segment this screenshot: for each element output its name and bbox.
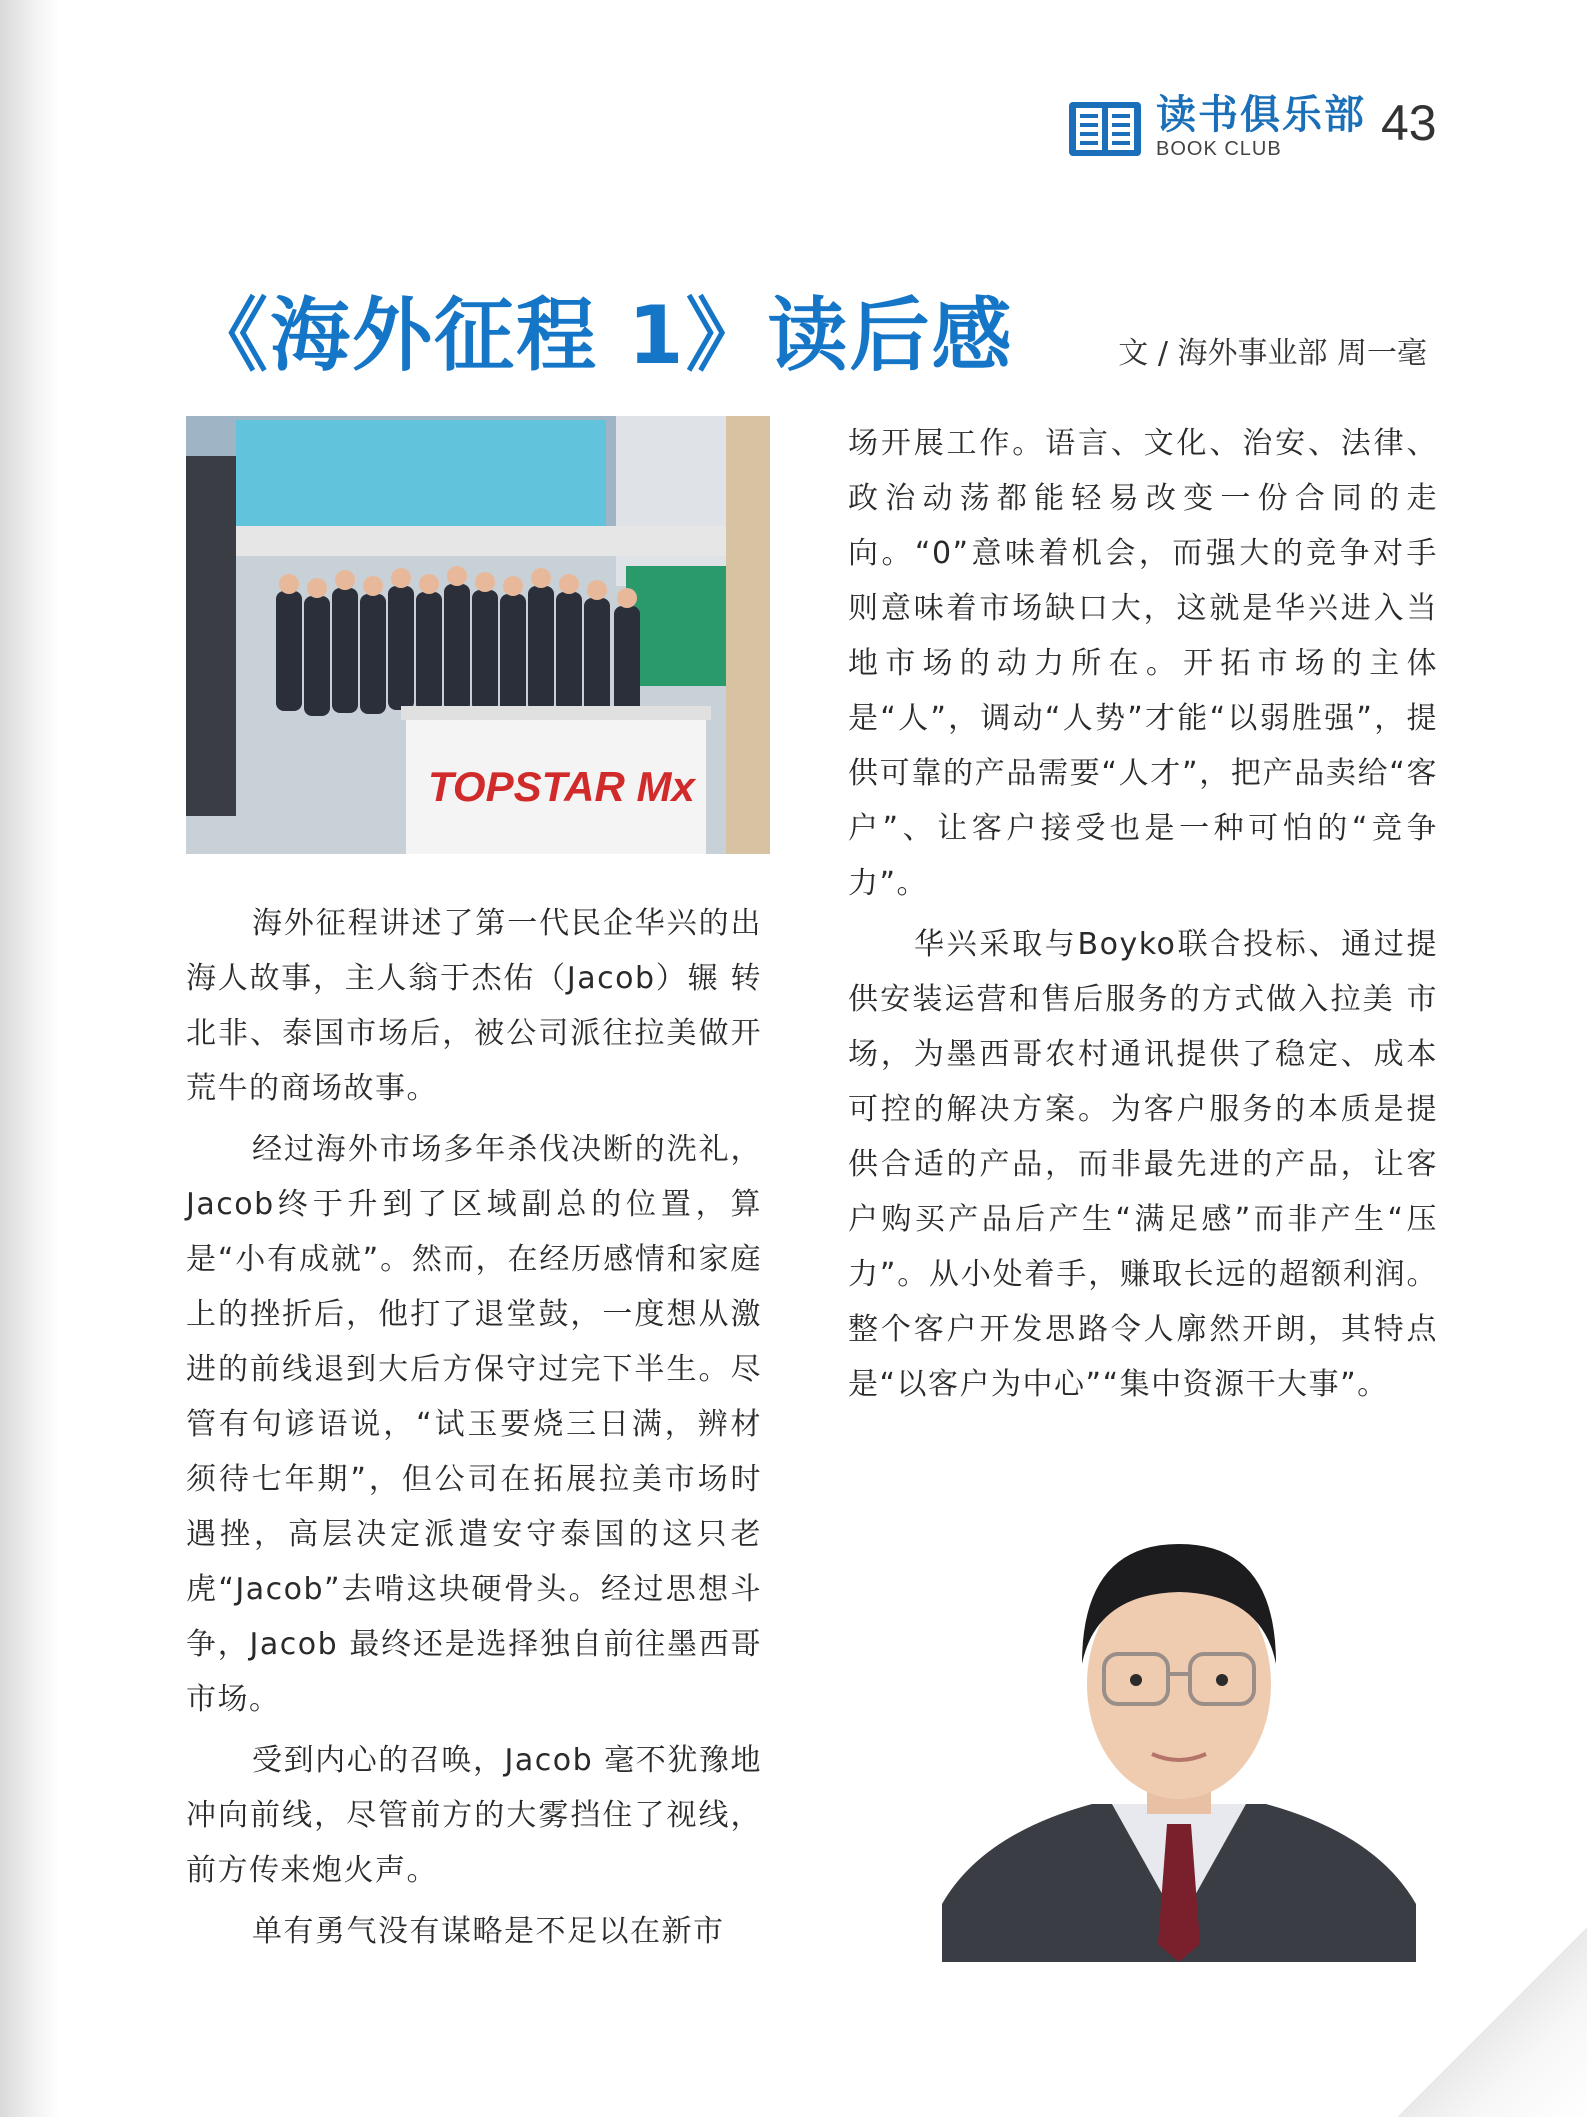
author-portrait — [942, 1504, 1416, 1962]
article-title: 《海外征程 1》读后感 — [188, 289, 1014, 382]
paragraph: 海外征程讲述了第一代民企华兴的出海人故事，主人翁于杰佑（Jacob）辗 转北非、泰国市场后，被公司派往拉美做开荒牛的商场故事。 — [186, 906, 762, 1106]
book-icon — [1066, 94, 1144, 160]
paragraph: 华兴采取与Boyko联合投标、通过提供安装运营和售后服务的方式做入拉美 市场，为墨西哥农村通讯提供了稳定、成本可控的解决方案。为客户服务的本质是提供合适的产品，而非最先进的产品，让客户购买产品后产生“满足感”而非产生“压力”。从小处着手，赚取长远的超额利润。整个客户开发思路令人廓然开朗，其特点是“以客户为中心”“集中资源干大事”。 — [848, 927, 1438, 1402]
paragraph: 受到内心的召唤，Jacob 毫不犹豫地冲向前线，尽管前方的大雾挡住了视线，前方传来炮火声。 — [186, 1743, 762, 1888]
paragraph: 经过海外市场多年杀伐决断的洗礼，Jacob终于升到了区域副总的位置，算是“小有成就”。然而，在经历感情和家庭上的挫折后，他打了退堂鼓，一度想从激进的前线退到大后方保守过完下半生。尽管有句谚语说，“试玉要烧三日满，辨材须待七年期”，但公司在拓展拉美市场时遇挫，高层决定派遣安守泰国的这只老虎“Jacob”去啃这块硬骨头。经过思想斗争，Jacob 最终还是选择独自前往墨西哥市场。 — [186, 1132, 762, 1717]
article-byline: 文 / 海外事业部 周一毫 — [1118, 336, 1427, 371]
brand-en: BOOK CLUB — [1156, 138, 1282, 160]
page-gutter-shadow — [0, 0, 60, 2117]
booth-banner-text: TOPSTAR Mx — [428, 763, 695, 810]
page-curl — [1397, 1927, 1587, 2117]
right-column — [848, 416, 1438, 1418]
left-column — [186, 896, 762, 1965]
paragraph: 单有勇气没有谋略是不足以在新市 — [252, 1914, 725, 1949]
trade-show-photo — [186, 416, 770, 854]
brand — [1156, 93, 1366, 161]
page-number: 43 — [1381, 95, 1437, 151]
paragraph: 场开展工作。语言、文化、治安、法律、政治动荡都能轻易改变一份合同的走向。“0”意味着机会，而强大的竞争对手则意味着市场缺口大，这就是华兴进入当地市场的动力所在。开拓市场的主体是“人”，调动“人势”才能“以弱胜强”，提供可靠的产品需要“人才”，把产品卖给“客户”、让客户接受也是一种可怕的“竞争力”。 — [848, 426, 1438, 901]
header — [1066, 88, 1366, 166]
brand-cn: 读书俱乐部 — [1156, 91, 1366, 138]
